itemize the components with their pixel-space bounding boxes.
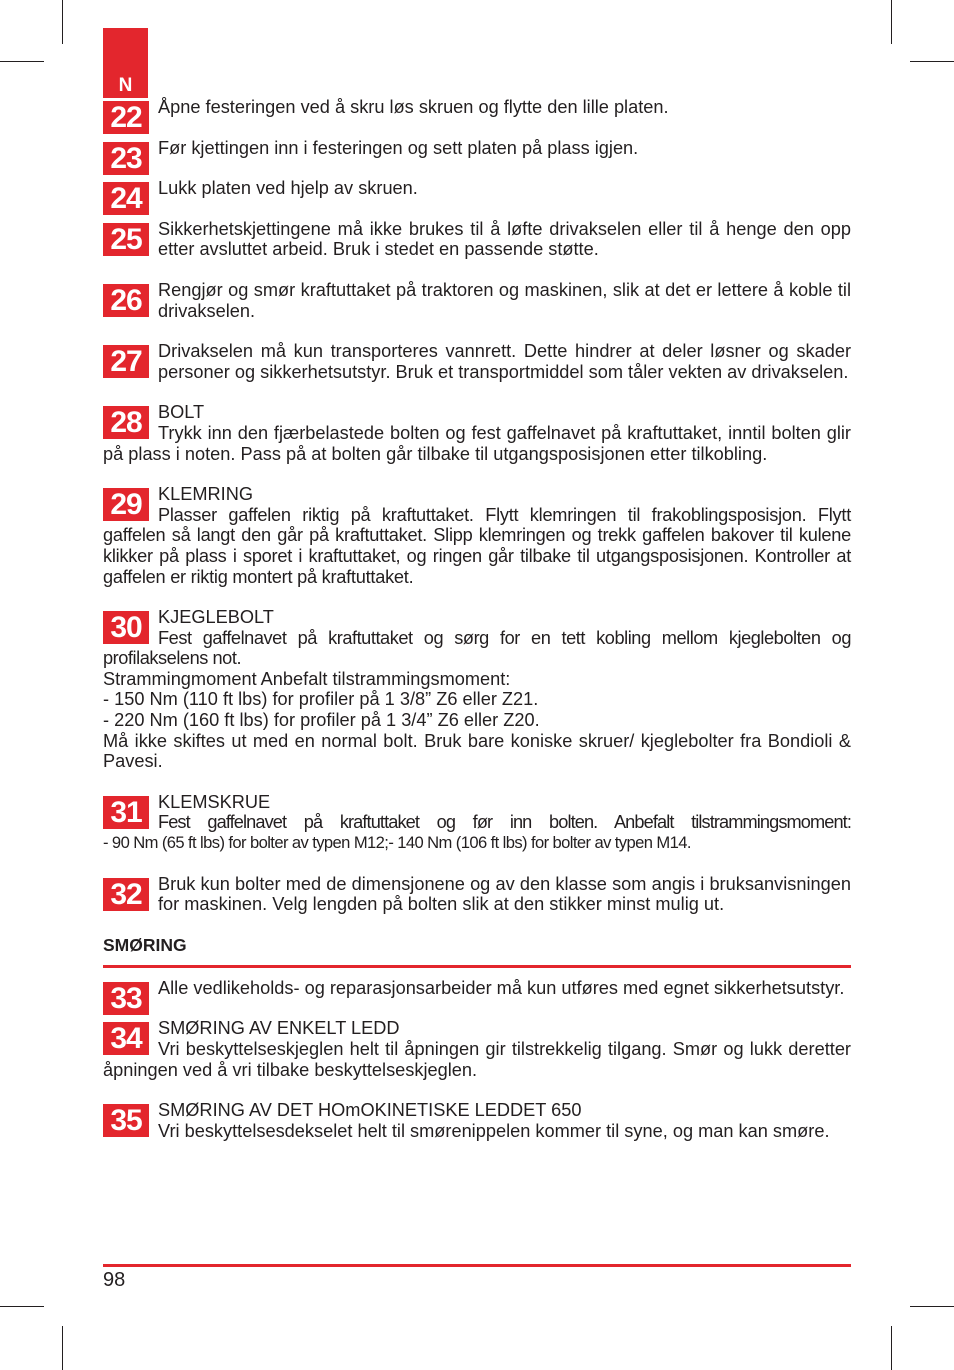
- step-number: 22: [103, 101, 149, 134]
- step-32: [103, 874, 851, 915]
- step-text: Fest gaffelnavet på kraftuttaket og sørg for en tett kobling mellom kjeglebolten og profilakselens not.: [103, 627, 851, 669]
- step-number: 30: [103, 611, 149, 644]
- step-title: KLEMRING: [158, 484, 253, 505]
- step-number: 26: [103, 284, 149, 317]
- section-heading: SMØRING: [103, 935, 851, 968]
- step-number: 27: [103, 345, 149, 378]
- step-27: [103, 341, 851, 382]
- step-text: Vri beskyttelseskjeglen helt til åpningen gir tilstrekkelig tilgang. Smør og lukk deretter åpningen ved å vri tilbake beskyttelseskjeglen.: [103, 1039, 851, 1080]
- step-text: Lukk platen ved hjelp av skruen.: [158, 178, 418, 199]
- step-35: [103, 1100, 851, 1141]
- step-text: Fest gaffelnavet på kraftuttaket og før inn bolten. Anbefalt tilstrammingsmoment:: [158, 812, 851, 833]
- step-25: [103, 219, 851, 260]
- step-number: 34: [103, 1022, 149, 1055]
- step-title: BOLT: [158, 402, 205, 423]
- step-28: [103, 402, 851, 464]
- step-23: [103, 137, 851, 175]
- step-text: Plasser gaffelen riktig på kraftuttaket. Flytt klemringen til frakoblingsposisjon. Flytt gaffelen så langt den går på kraftuttaket. Slipp klemringen og trekk gaffelen bakover til kulene klikker på plass i sporet i kraftuttaket, og ringen går tilbake til utgangsposisjonen. Kontroller at gaffelen er riktig montert på kraftuttaket.: [103, 504, 851, 587]
- step-number: 28: [103, 406, 149, 439]
- crop-mark: [0, 1306, 44, 1307]
- step-33: [103, 977, 851, 1015]
- crop-mark: [910, 61, 954, 62]
- step-number: 33: [103, 982, 149, 1015]
- step-29: [103, 484, 851, 587]
- step-number: 29: [103, 488, 149, 521]
- crop-mark: [0, 61, 44, 62]
- language-tab: N: [103, 28, 148, 98]
- step-text: - 150 Nm (110 ft lbs) for profiler på 1 3/8” Z6 eller Z21.: [103, 689, 539, 710]
- footer-divider: [103, 1264, 851, 1267]
- step-text: Bruk kun bolter med de dimensjonene og av den klasse som angis i bruksanvisningen for maskinen. Velg lengden på bolten slik at den stikker minst mulig ut.: [158, 873, 851, 915]
- step-number: 24: [103, 182, 149, 215]
- step-text: Før kjettingen inn i festeringen og sett platen på plass igjen.: [158, 137, 639, 158]
- step-text: Rengjør og smør kraftuttaket på traktoren og maskinen, slik at det er lettere å koble til drivakselen.: [158, 279, 851, 321]
- step-text: Sikkerhetskjettingene må ikke brukes til å løfte drivakselen eller til å henge den opp etter avsluttet arbeid. Bruk i stedet en passende støtte.: [158, 218, 851, 260]
- step-24: [103, 178, 851, 216]
- step-34: [103, 1018, 851, 1080]
- step-text: Strammingmoment Anbefalt tilstrammingsmoment:: [103, 668, 511, 689]
- step-number: 23: [103, 142, 149, 175]
- instructions: [103, 97, 851, 1141]
- step-text: Alle vedlikeholds- og reparasjonsarbeider må kun utføres med egnet sikkerhetsutstyr.: [158, 977, 845, 998]
- step-text: Drivakselen må kun transporteres vannrett. Dette hindrer at deler løsner og skader personer og sikkerhetsutstyr. Bruk et transportmiddel som tåler vekten av drivakselen.: [158, 341, 851, 382]
- crop-mark: [910, 1306, 954, 1307]
- step-text: Åpne festeringen ved å skru løs skruen og flytte den lille platen.: [158, 97, 669, 117]
- step-30: [103, 607, 851, 772]
- step-text: Vri beskyttelsesdekselet helt til smørenippelen kommer til syne, og man kan smøre.: [158, 1120, 830, 1141]
- step-number: 35: [103, 1104, 149, 1137]
- step-text: - 90 Nm (65 ft lbs) for bolter av typen M12;- 140 Nm (106 ft lbs) for bolter av typen M14.: [103, 833, 691, 853]
- crop-mark: [62, 1326, 63, 1370]
- step-text: - 220 Nm (160 ft lbs) for profiler på 1 3/4” Z6 eller Z20.: [103, 710, 540, 731]
- step-title: SMØRING AV ENKELT LEDD: [158, 1018, 400, 1039]
- crop-mark: [62, 0, 63, 44]
- step-number: 32: [103, 878, 149, 911]
- step-title: SMØRING AV DET HOmOKINETISKE LEDDET 650: [158, 1100, 582, 1121]
- crop-mark: [891, 1326, 892, 1370]
- step-number: 31: [103, 796, 149, 829]
- crop-mark: [891, 0, 892, 44]
- step-26: [103, 280, 851, 321]
- page-number: 98: [103, 1269, 126, 1291]
- step-title: KJEGLEBOLT: [158, 607, 274, 628]
- step-31: [103, 792, 851, 854]
- step-title: KLEMSKRUE: [158, 791, 271, 812]
- step-number: 25: [103, 223, 149, 256]
- step-text: Trykk inn den fjærbelastede bolten og fest gaffelnavet på kraftuttaket, inntil bolten glir på plass i noten. Pass på at bolten går tilbake til utgangsposisjonen etter tilkobling.: [103, 422, 851, 464]
- step-text: Må ikke skiftes ut med en normal bolt. Bruk bare koniske skruer/ kjeglebolter fra Bondioli & Pavesi.: [103, 730, 851, 772]
- step-22: [103, 97, 851, 134]
